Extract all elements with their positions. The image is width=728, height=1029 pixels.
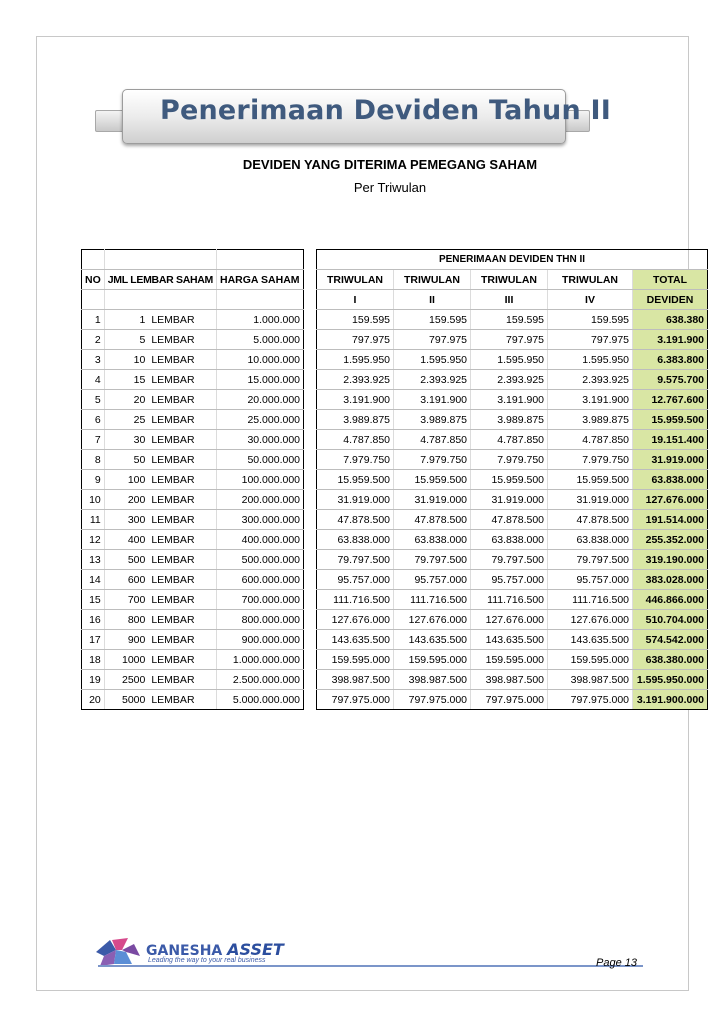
cell-tw2: 159.595 — [394, 310, 471, 330]
row-spacer — [304, 450, 317, 470]
hdr-blank-3c — [217, 290, 304, 310]
cell-no: 4 — [82, 370, 105, 390]
table-row — [82, 650, 708, 670]
hdr-blank-no — [82, 250, 105, 270]
cell-total: 446.866.000 — [633, 590, 708, 610]
cell-total: 255.352.000 — [633, 530, 708, 550]
cell-tw4: 31.919.000 — [548, 490, 633, 510]
row-spacer — [304, 690, 317, 710]
cell-total: 574.542.000 — [633, 630, 708, 650]
cell-tw3: 797.975.000 — [471, 690, 548, 710]
cell-tw3: 63.838.000 — [471, 530, 548, 550]
cell-harga-saham: 10.000.000 — [217, 350, 304, 370]
row-spacer — [304, 350, 317, 370]
cell-jml-lembar: 700 — [104, 590, 148, 610]
cell-tw2: 7.979.750 — [394, 450, 471, 470]
cell-harga-saham: 25.000.000 — [217, 410, 304, 430]
cell-tw4: 47.878.500 — [548, 510, 633, 530]
logo-tagline: Leading the way to your real business — [148, 957, 266, 964]
row-spacer — [304, 490, 317, 510]
hdr-tw2-roman: II — [394, 290, 471, 310]
cell-no: 3 — [82, 350, 105, 370]
cell-harga-saham: 30.000.000 — [217, 430, 304, 450]
cell-tw3: 159.595.000 — [471, 650, 548, 670]
cell-tw4: 3.989.875 — [548, 410, 633, 430]
cell-no: 6 — [82, 410, 105, 430]
cell-tw1: 79.797.500 — [317, 550, 394, 570]
cell-harga-saham: 20.000.000 — [217, 390, 304, 410]
row-spacer — [304, 390, 317, 410]
cell-total: 3.191.900.000 — [633, 690, 708, 710]
cell-tw3: 2.393.925 — [471, 370, 548, 390]
cell-jml-lembar: 200 — [104, 490, 148, 510]
cell-tw2: 3.989.875 — [394, 410, 471, 430]
header-row-2 — [82, 270, 708, 290]
cell-tw4: 159.595 — [548, 310, 633, 330]
cell-unit: LEMBAR — [148, 410, 216, 430]
hdr-tw1: TRIWULAN — [317, 270, 394, 290]
cell-harga-saham: 500.000.000 — [217, 550, 304, 570]
cell-total: 6.383.800 — [633, 350, 708, 370]
cell-harga-saham: 15.000.000 — [217, 370, 304, 390]
cell-tw4: 159.595.000 — [548, 650, 633, 670]
row-spacer — [304, 530, 317, 550]
cell-harga-saham: 200.000.000 — [217, 490, 304, 510]
cell-tw2: 47.878.500 — [394, 510, 471, 530]
row-spacer — [304, 590, 317, 610]
cell-tw4: 7.979.750 — [548, 450, 633, 470]
row-spacer — [304, 370, 317, 390]
cell-harga-saham: 5.000.000 — [217, 330, 304, 350]
banner-title: Penerimaan Deviden Tahun II — [160, 95, 611, 126]
row-spacer — [304, 470, 317, 490]
cell-harga-saham: 700.000.000 — [217, 590, 304, 610]
cell-tw1: 95.757.000 — [317, 570, 394, 590]
cell-unit: LEMBAR — [148, 570, 216, 590]
cell-tw3: 398.987.500 — [471, 670, 548, 690]
hdr-blank-jml — [104, 250, 216, 270]
hdr-group-title: PENERIMAAN DEVIDEN THN II — [317, 250, 708, 270]
row-spacer — [304, 550, 317, 570]
dividend-table-wrapper — [81, 249, 708, 710]
cell-tw2: 398.987.500 — [394, 670, 471, 690]
cell-tw4: 95.757.000 — [548, 570, 633, 590]
cell-total: 3.191.900 — [633, 330, 708, 350]
cell-tw1: 63.838.000 — [317, 530, 394, 550]
cell-no: 15 — [82, 590, 105, 610]
table-row — [82, 570, 708, 590]
hdr-spacer-3 — [304, 290, 317, 310]
cell-tw3: 31.919.000 — [471, 490, 548, 510]
hdr-harga-saham: HARGA SAHAM — [217, 270, 304, 290]
cell-tw1: 398.987.500 — [317, 670, 394, 690]
logo-name: GANESHA — [146, 943, 223, 959]
cell-jml-lembar: 10 — [104, 350, 148, 370]
cell-jml-lembar: 800 — [104, 610, 148, 630]
row-spacer — [304, 570, 317, 590]
cell-jml-lembar: 20 — [104, 390, 148, 410]
cell-no: 2 — [82, 330, 105, 350]
cell-tw3: 7.979.750 — [471, 450, 548, 470]
cell-tw4: 79.797.500 — [548, 550, 633, 570]
cell-jml-lembar: 15 — [104, 370, 148, 390]
table-row — [82, 370, 708, 390]
cell-no: 7 — [82, 430, 105, 450]
cell-tw2: 111.716.500 — [394, 590, 471, 610]
cell-no: 1 — [82, 310, 105, 330]
cell-unit: LEMBAR — [148, 390, 216, 410]
cell-jml-lembar: 400 — [104, 530, 148, 550]
cell-unit: LEMBAR — [148, 510, 216, 530]
cell-unit: LEMBAR — [148, 370, 216, 390]
table-subheading: Per Triwulan — [353, 180, 427, 195]
cell-tw1: 143.635.500 — [317, 630, 394, 650]
hdr-tw3: TRIWULAN — [471, 270, 548, 290]
cell-no: 16 — [82, 610, 105, 630]
row-spacer — [304, 610, 317, 630]
cell-tw3: 3.191.900 — [471, 390, 548, 410]
cell-tw3: 797.975 — [471, 330, 548, 350]
table-row — [82, 510, 708, 530]
hdr-blank-harga — [217, 250, 304, 270]
table-row — [82, 690, 708, 710]
cell-tw1: 31.919.000 — [317, 490, 394, 510]
hdr-spacer — [304, 250, 317, 270]
cell-no: 20 — [82, 690, 105, 710]
cell-jml-lembar: 300 — [104, 510, 148, 530]
row-spacer — [304, 510, 317, 530]
cell-unit: LEMBAR — [148, 350, 216, 370]
table-row — [82, 350, 708, 370]
table-row — [82, 470, 708, 490]
cell-no: 11 — [82, 510, 105, 530]
cell-total: 191.514.000 — [633, 510, 708, 530]
cell-tw4: 398.987.500 — [548, 670, 633, 690]
table-row — [82, 410, 708, 430]
cell-jml-lembar: 25 — [104, 410, 148, 430]
cell-total: 1.595.950.000 — [633, 670, 708, 690]
row-spacer — [304, 430, 317, 450]
cell-tw2: 127.676.000 — [394, 610, 471, 630]
row-spacer — [304, 650, 317, 670]
cell-tw1: 1.595.950 — [317, 350, 394, 370]
cell-tw2: 3.191.900 — [394, 390, 471, 410]
cell-harga-saham: 400.000.000 — [217, 530, 304, 550]
cell-tw4: 63.838.000 — [548, 530, 633, 550]
cell-total: 9.575.700 — [633, 370, 708, 390]
cell-tw4: 143.635.500 — [548, 630, 633, 650]
cell-unit: LEMBAR — [148, 450, 216, 470]
cell-tw4: 15.959.500 — [548, 470, 633, 490]
cell-harga-saham: 100.000.000 — [217, 470, 304, 490]
cell-jml-lembar: 1 — [104, 310, 148, 330]
cell-no: 13 — [82, 550, 105, 570]
hdr-spacer-2 — [304, 270, 317, 290]
cell-tw1: 159.595 — [317, 310, 394, 330]
hdr-tw4: TRIWULAN — [548, 270, 633, 290]
cell-harga-saham: 800.000.000 — [217, 610, 304, 630]
hdr-total-line2: DEVIDEN — [633, 290, 708, 310]
cell-unit: LEMBAR — [148, 670, 216, 690]
cell-harga-saham: 1.000.000 — [217, 310, 304, 330]
cell-jml-lembar: 5000 — [104, 690, 148, 710]
cell-tw1: 159.595.000 — [317, 650, 394, 670]
cell-tw1: 47.878.500 — [317, 510, 394, 530]
cell-unit: LEMBAR — [148, 530, 216, 550]
cell-tw1: 797.975.000 — [317, 690, 394, 710]
cell-tw1: 111.716.500 — [317, 590, 394, 610]
cell-tw3: 15.959.500 — [471, 470, 548, 490]
cell-tw2: 2.393.925 — [394, 370, 471, 390]
cell-tw1: 3.989.875 — [317, 410, 394, 430]
header-row-1 — [82, 250, 708, 270]
cell-harga-saham: 2.500.000.000 — [217, 670, 304, 690]
row-spacer — [304, 330, 317, 350]
cell-unit: LEMBAR — [148, 470, 216, 490]
hdr-blank-3b — [104, 290, 216, 310]
cell-tw3: 95.757.000 — [471, 570, 548, 590]
hdr-no: NO — [82, 270, 105, 290]
cell-tw3: 4.787.850 — [471, 430, 548, 450]
cell-no: 18 — [82, 650, 105, 670]
cell-tw3: 47.878.500 — [471, 510, 548, 530]
table-body — [82, 310, 708, 710]
cell-unit: LEMBAR — [148, 630, 216, 650]
hdr-tw1-roman: I — [317, 290, 394, 310]
dividend-table — [81, 249, 708, 710]
cell-tw2: 1.595.950 — [394, 350, 471, 370]
cell-harga-saham: 300.000.000 — [217, 510, 304, 530]
cell-tw2: 15.959.500 — [394, 470, 471, 490]
cell-unit: LEMBAR — [148, 330, 216, 350]
cell-total: 31.919.000 — [633, 450, 708, 470]
cell-tw2: 79.797.500 — [394, 550, 471, 570]
cell-tw1: 7.979.750 — [317, 450, 394, 470]
cell-tw4: 797.975.000 — [548, 690, 633, 710]
header-row-3 — [82, 290, 708, 310]
cell-tw2: 4.787.850 — [394, 430, 471, 450]
table-row — [82, 450, 708, 470]
cell-no: 19 — [82, 670, 105, 690]
cell-total: 12.767.600 — [633, 390, 708, 410]
cell-total: 127.676.000 — [633, 490, 708, 510]
cell-no: 8 — [82, 450, 105, 470]
table-row — [82, 550, 708, 570]
cell-jml-lembar: 1000 — [104, 650, 148, 670]
table-row — [82, 330, 708, 350]
cell-unit: LEMBAR — [148, 610, 216, 630]
cell-jml-lembar: 900 — [104, 630, 148, 650]
hdr-tw3-roman: III — [471, 290, 548, 310]
cell-tw2: 95.757.000 — [394, 570, 471, 590]
cell-tw3: 3.989.875 — [471, 410, 548, 430]
cell-tw1: 797.975 — [317, 330, 394, 350]
row-spacer — [304, 670, 317, 690]
table-row — [82, 430, 708, 450]
cell-no: 17 — [82, 630, 105, 650]
table-row — [82, 390, 708, 410]
cell-harga-saham: 5.000.000.000 — [217, 690, 304, 710]
cell-total: 15.959.500 — [633, 410, 708, 430]
cell-no: 9 — [82, 470, 105, 490]
hdr-blank-3a — [82, 290, 105, 310]
cell-tw4: 127.676.000 — [548, 610, 633, 630]
cell-no: 10 — [82, 490, 105, 510]
table-row — [82, 490, 708, 510]
cell-jml-lembar: 50 — [104, 450, 148, 470]
cell-total: 383.028.000 — [633, 570, 708, 590]
cell-tw3: 1.595.950 — [471, 350, 548, 370]
cell-unit: LEMBAR — [148, 550, 216, 570]
logo-name-asset: ASSET — [227, 940, 284, 959]
cell-unit: LEMBAR — [148, 430, 216, 450]
row-spacer — [304, 630, 317, 650]
cell-total: 63.838.000 — [633, 470, 708, 490]
hdr-tw2: TRIWULAN — [394, 270, 471, 290]
cell-tw3: 79.797.500 — [471, 550, 548, 570]
row-spacer — [304, 410, 317, 430]
cell-tw3: 159.595 — [471, 310, 548, 330]
cell-jml-lembar: 500 — [104, 550, 148, 570]
cell-unit: LEMBAR — [148, 650, 216, 670]
cell-harga-saham: 50.000.000 — [217, 450, 304, 470]
page-number: Page 13 — [596, 957, 637, 969]
cell-unit: LEMBAR — [148, 490, 216, 510]
table-row — [82, 670, 708, 690]
cell-no: 12 — [82, 530, 105, 550]
cell-tw2: 143.635.500 — [394, 630, 471, 650]
table-row — [82, 630, 708, 650]
cell-tw2: 63.838.000 — [394, 530, 471, 550]
cell-tw3: 143.635.500 — [471, 630, 548, 650]
footer-rule — [98, 965, 643, 967]
cell-tw1: 2.393.925 — [317, 370, 394, 390]
cell-total: 638.380 — [633, 310, 708, 330]
cell-harga-saham: 600.000.000 — [217, 570, 304, 590]
cell-tw4: 2.393.925 — [548, 370, 633, 390]
cell-tw4: 797.975 — [548, 330, 633, 350]
table-row — [82, 610, 708, 630]
cell-tw1: 127.676.000 — [317, 610, 394, 630]
cell-tw4: 3.191.900 — [548, 390, 633, 410]
cell-tw1: 15.959.500 — [317, 470, 394, 490]
hdr-tw4-roman: IV — [548, 290, 633, 310]
cell-total: 19.151.400 — [633, 430, 708, 450]
cell-tw1: 3.191.900 — [317, 390, 394, 410]
cell-harga-saham: 900.000.000 — [217, 630, 304, 650]
cell-tw2: 31.919.000 — [394, 490, 471, 510]
cell-jml-lembar: 600 — [104, 570, 148, 590]
cell-unit: LEMBAR — [148, 310, 216, 330]
cell-unit: LEMBAR — [148, 690, 216, 710]
cell-harga-saham: 1.000.000.000 — [217, 650, 304, 670]
cell-total: 319.190.000 — [633, 550, 708, 570]
table-row — [82, 590, 708, 610]
table-heading: DEVIDEN YANG DITERIMA PEMEGANG SAHAM — [242, 157, 538, 172]
hdr-jml-lembar: JML LEMBAR SAHAM — [104, 270, 216, 290]
cell-tw2: 797.975.000 — [394, 690, 471, 710]
table-row — [82, 310, 708, 330]
cell-unit: LEMBAR — [148, 590, 216, 610]
cell-jml-lembar: 2500 — [104, 670, 148, 690]
cell-tw4: 4.787.850 — [548, 430, 633, 450]
cell-no: 5 — [82, 390, 105, 410]
cell-tw2: 797.975 — [394, 330, 471, 350]
table-row — [82, 530, 708, 550]
cell-jml-lembar: 100 — [104, 470, 148, 490]
cell-tw2: 159.595.000 — [394, 650, 471, 670]
cell-jml-lembar: 30 — [104, 430, 148, 450]
cell-total: 638.380.000 — [633, 650, 708, 670]
cell-tw3: 111.716.500 — [471, 590, 548, 610]
cell-tw4: 111.716.500 — [548, 590, 633, 610]
cell-jml-lembar: 5 — [104, 330, 148, 350]
cell-tw4: 1.595.950 — [548, 350, 633, 370]
row-spacer — [304, 310, 317, 330]
cell-total: 510.704.000 — [633, 610, 708, 630]
cell-no: 14 — [82, 570, 105, 590]
hdr-total: TOTAL — [633, 270, 708, 290]
cell-tw3: 127.676.000 — [471, 610, 548, 630]
cell-tw1: 4.787.850 — [317, 430, 394, 450]
